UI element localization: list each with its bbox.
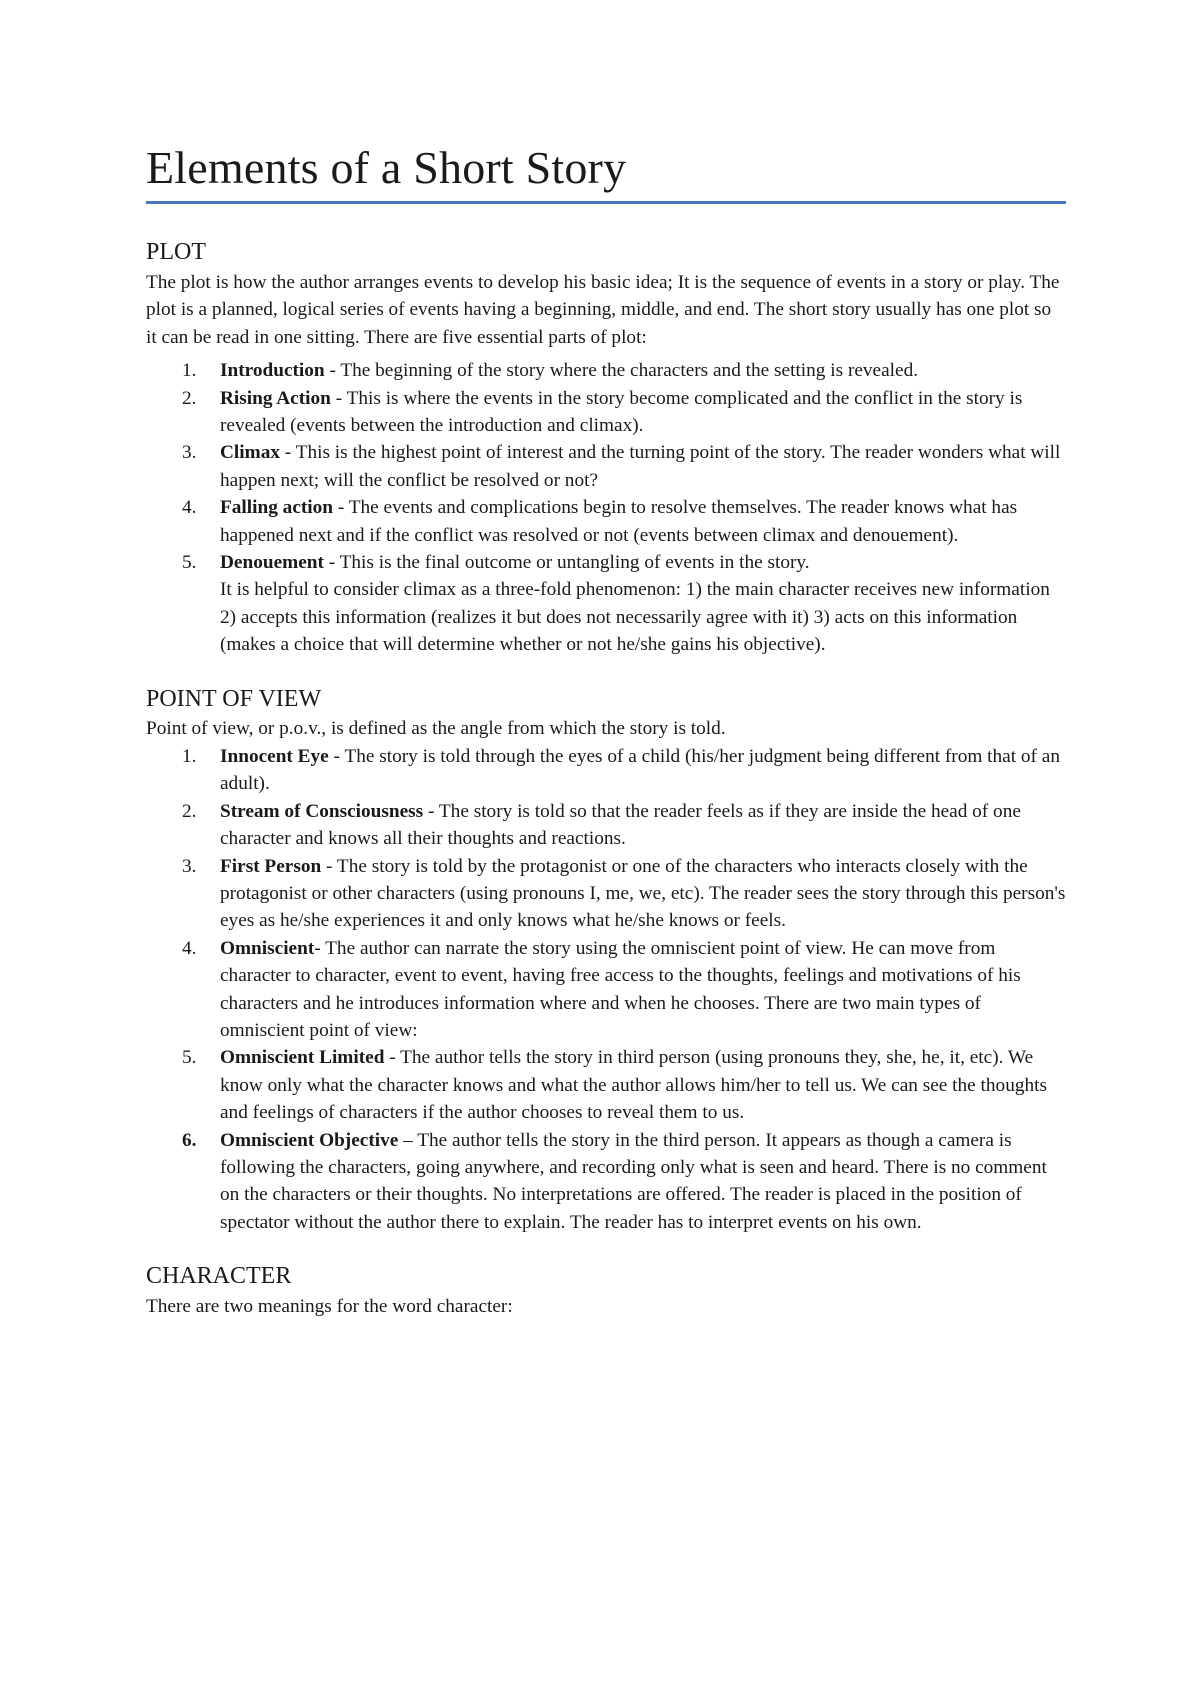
section-point-of-view: [146, 685, 1066, 1237]
definition: - This is the highest point of interest and the turning point of the story. The reader wonders what will happen next; will the conflict be resolved or not?: [220, 442, 1061, 491]
list-item: [146, 439, 1066, 494]
term: Falling action: [220, 497, 334, 519]
plot-intro: The plot is how the author arranges events to develop his basic idea; It is the sequence of events in a story or play. The plot is a planned, logical series of events having a beginning, middle, and end. The short story usually has one plot so it can be read in one sitting. There are five essential parts of plot:: [146, 271, 1060, 348]
list-number: 1.: [182, 745, 197, 767]
term: Denouement: [220, 552, 324, 574]
list-item: [146, 935, 1066, 1045]
term: Stream of Consciousness: [220, 800, 424, 822]
section-heading-plot: PLOT: [146, 239, 206, 266]
plot-parts-list: [146, 357, 1066, 658]
list-item: [146, 1044, 1066, 1126]
definition: - The story is told so that the reader feels as if they are inside the head of one character and knows all their thoughts and reactions.: [220, 800, 1021, 850]
definition: - The author tells the story in third person (using pronouns they, she, he, it, etc). We know only what the character knows and what the author allows him/her to tell us. We can see the thoughts and feelings of characters if the author chooses to reveal them to us.: [220, 1047, 1047, 1124]
definition: - The story is told through the eyes of a child (his/her judgment being different from that of an adult).: [220, 745, 1060, 795]
list-number: 2.: [182, 387, 197, 409]
list-number: 5.: [182, 552, 197, 574]
term: Rising Action: [220, 387, 331, 409]
term: Innocent Eye: [220, 745, 329, 767]
list-number: 5.: [182, 1047, 197, 1069]
list-item: [146, 385, 1066, 440]
definition: - The story is told by the protagonist or one of the characters who interacts closely with the protagonist or other characters (using pronouns I, me, we, etc). The reader sees the story through this person's eyes as he/she experiences it and only knows what he/she knows or feels.: [220, 855, 1066, 932]
term: Omniscient: [220, 937, 315, 959]
definition: – The author tells the story in the third person. It appears as though a camera is following the characters, going anywhere, and recording only what is seen and heard. There is no comment on the characters or their thoughts. No interpretations are offered. The reader is placed in the position of spectator without the author there to explain. The reader has to interpret events on his own.: [220, 1129, 1047, 1233]
term: Omniscient Objective: [220, 1129, 399, 1151]
definition: - The beginning of the story where the characters and the setting is revealed.: [324, 360, 919, 382]
list-number: 1.: [182, 360, 197, 382]
character-intro: There are two meanings for the word character:: [146, 1295, 513, 1317]
term: Omniscient Limited: [220, 1047, 385, 1069]
definition: - This is the final outcome or untangling of events in the story.: [323, 552, 810, 574]
list-number: 4.: [182, 937, 197, 959]
list-number: 6.: [182, 1129, 197, 1151]
list-item: [146, 357, 1066, 384]
term: First Person: [220, 855, 322, 877]
document-page: [146, 140, 1066, 1320]
section-heading-character: CHARACTER: [146, 1263, 292, 1290]
term: Introduction: [220, 360, 325, 382]
list-number: 2.: [182, 800, 197, 822]
page-title: Elements of a Short Story: [146, 142, 627, 193]
section-heading-point-of-view: POINT OF VIEW: [146, 685, 322, 712]
term: Climax: [220, 442, 280, 464]
list-number: 3.: [182, 442, 197, 464]
list-number: 3.: [182, 855, 197, 877]
pov-intro: Point of view, or p.o.v., is defined as the angle from which the story is told.: [146, 718, 726, 740]
list-item: [146, 798, 1066, 853]
definition: - The author can narrate the story using the omniscient point of view. He can move from character to character, event to event, having free access to the thoughts, feelings and motivations of his characters and he introduces information where and when he chooses. There are two main types of omniscient point of view:: [220, 937, 1021, 1041]
list-item: [146, 1127, 1066, 1237]
title-underline: [146, 201, 1066, 204]
section-character: [146, 1262, 1066, 1320]
definition: - This is where the events in the story become complicated and the conflict in the story is revealed (events between the introduction and climax).: [220, 387, 1023, 437]
list-item: [146, 494, 1066, 549]
list-item: [146, 549, 1066, 659]
pov-types-list: [146, 743, 1066, 1236]
list-item: [146, 743, 1066, 798]
list-item: [146, 853, 1066, 935]
climax-note: It is helpful to consider climax as a three-fold phenomenon: 1) the main character receives new information 2) accepts this information (realizes it but does not necessarily agree with it) 3) acts on this information (makes a choice that will determine whether or not he/she gains his objective).: [220, 579, 1050, 656]
list-number: 4.: [182, 497, 197, 519]
section-plot: [146, 238, 1066, 658]
definition: - The events and complications begin to resolve themselves. The reader knows what has happened next and if the conflict was resolved or not (events between climax and denouement).: [220, 497, 1018, 546]
